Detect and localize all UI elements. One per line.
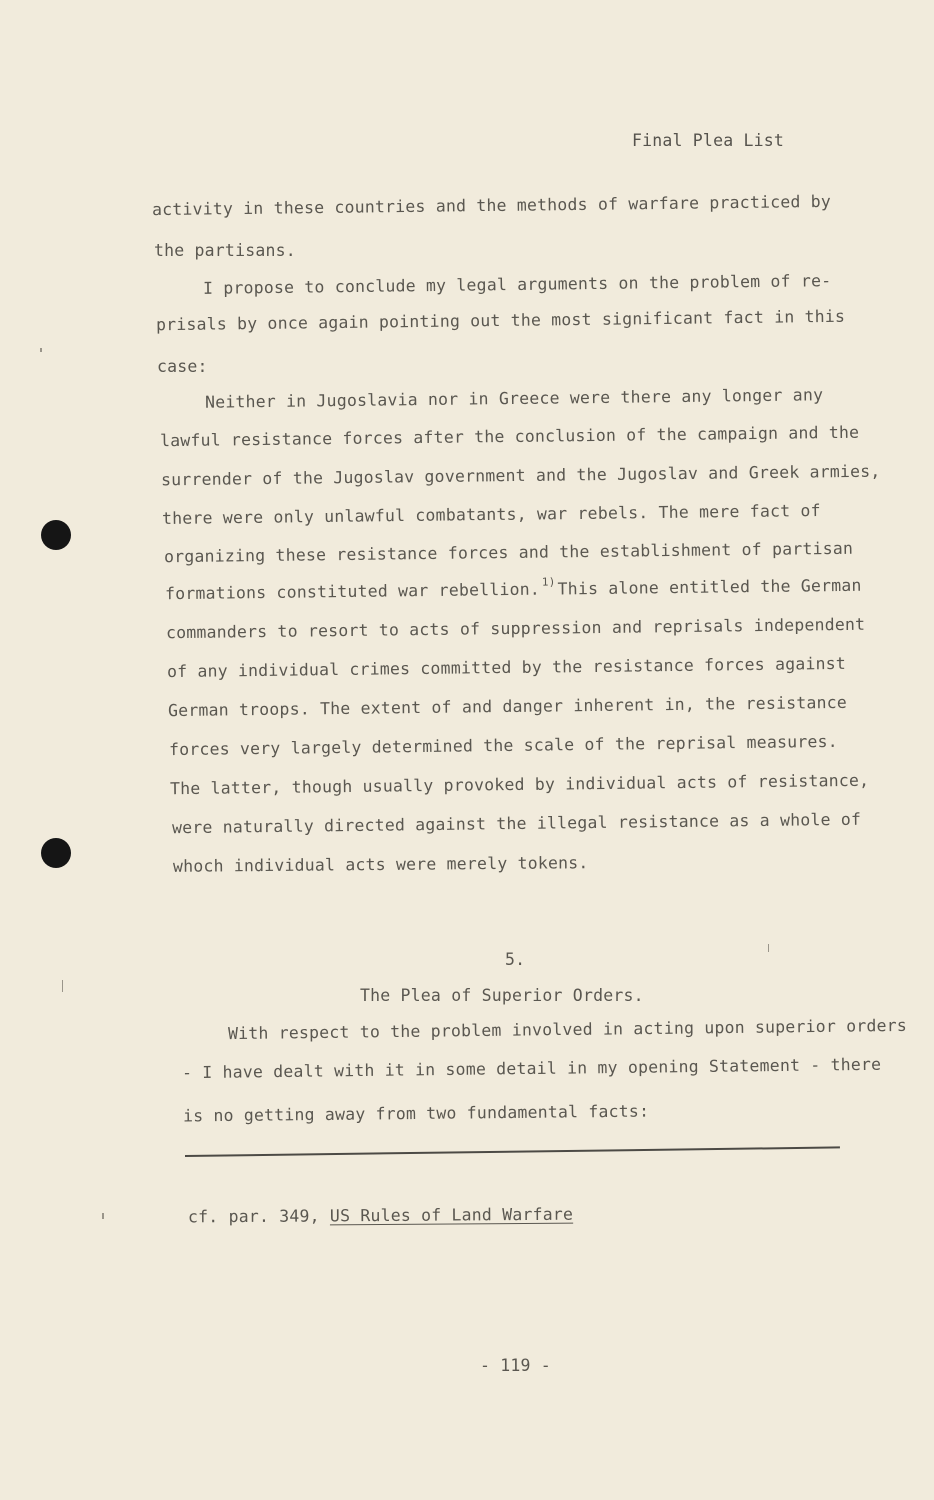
punch-hole-bottom [41,838,71,868]
section-line: is no getting away from two fundamental facts: [182,1101,650,1126]
body-line: Neither in Jugoslavia nor in Greece were there any longer any [204,385,824,412]
body-line: case: [157,357,208,376]
body-line: German troops. The extent of and danger inherent in, the resistance [167,692,848,721]
paper-speck [40,348,42,352]
section-title: The Plea of Superior Orders. [360,986,644,1005]
body-line: I propose to conclude my legal arguments on the problem of re- [202,271,832,298]
page-header: Final Plea List [632,131,785,150]
body-line-text: formations constituted war rebellion. [164,579,541,604]
body-line: forces very largely determined the scale of the reprisal measures. [168,731,838,760]
footnote-source: US Rules of Land Warfare [329,1204,574,1226]
body-line-text: This alone entitled the German [557,575,862,599]
page-number: - 119 - [480,1356,551,1375]
body-line: activity in these countries and the methods of warfare practiced by [151,191,832,220]
paper-speck [102,1213,104,1219]
section-number: 5. [505,950,526,969]
body-line: prisals by once again pointing out the most significant fact in this [155,306,846,335]
body-line: of any individual crimes committed by the resistance forces against [166,653,847,682]
body-line: were naturally directed against the illegal resistance as a whole of [171,809,862,838]
footnote [188,1205,573,1227]
body-line [165,576,862,604]
body-line: lawful resistance forces after the conclusion of the campaign and the [159,422,860,451]
footnote-marker: 1) [541,575,556,589]
punch-hole-top [41,520,71,550]
footnote-rule [185,1146,840,1156]
section-line: - I have dealt with it in some detail in my opening Statement - there [181,1054,882,1083]
paper-speck [768,944,769,952]
footnote-prefix: cf. par. 349, [187,1206,320,1227]
body-line: whoch individual acts were merely tokens. [172,853,589,876]
body-line: there were only unlawful combatants, war rebels. The mere fact of [161,500,821,529]
body-line: The latter, though usually provoked by individual acts of resistance, [169,770,870,799]
body-line: surrender of the Jugoslav government and the Jugoslav and Greek armies, [160,461,881,490]
section-line: With respect to the problem involved in acting upon superior orders [227,1015,908,1044]
paper-speck [62,980,63,992]
body-line: the partisans. [154,241,296,260]
body-line: commanders to resort to acts of suppression and reprisals independent [165,614,866,643]
body-line: organizing these resistance forces and the establishment of partisan [163,538,854,567]
